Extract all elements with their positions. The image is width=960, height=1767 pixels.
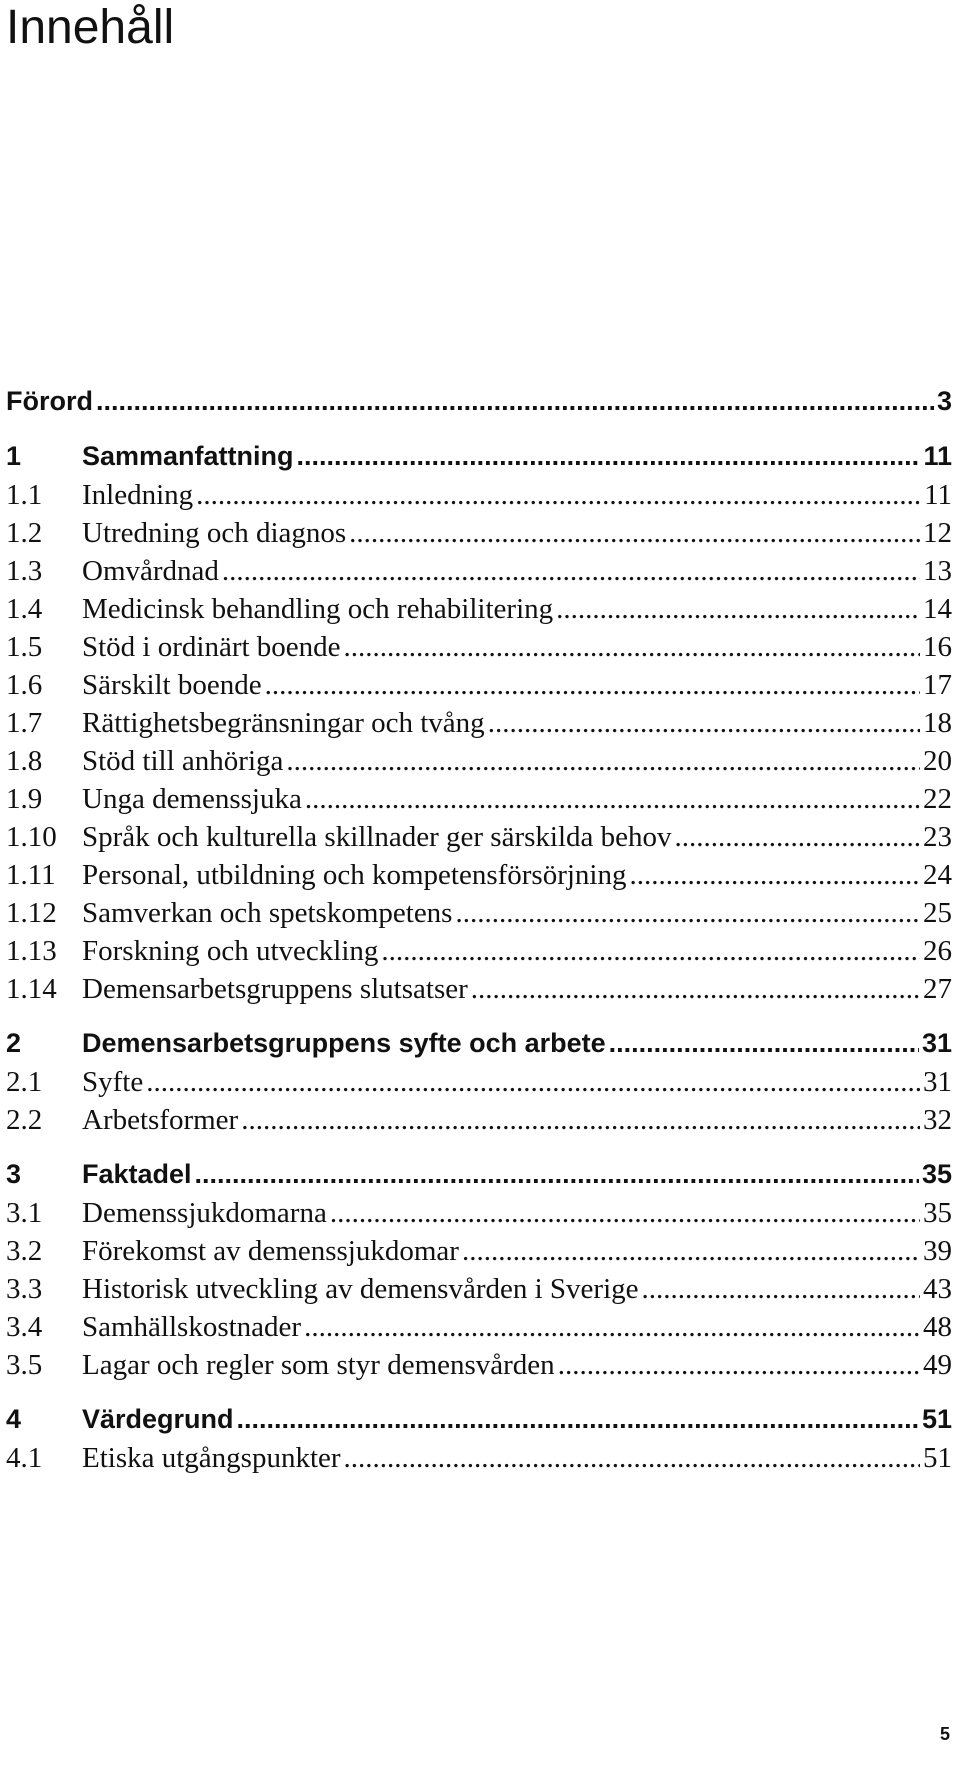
toc-entry-title: Förord	[6, 386, 93, 416]
toc-section-entry[interactable]	[6, 555, 960, 593]
toc-dot-leader	[455, 897, 920, 930]
toc-entry-number: 1.5	[6, 631, 43, 663]
toc-entry-title: Stöd till anhöriga	[82, 745, 284, 777]
toc-entry-title: Unga demenssjuka	[82, 783, 302, 815]
toc-dot-leader	[462, 1235, 920, 1268]
toc-entry-title: Syfte	[82, 1066, 144, 1098]
toc-entry-title: Lagar och regler som styr demensvården	[82, 1349, 555, 1381]
toc-dot-leader	[196, 479, 921, 512]
toc-entry-page: 11	[924, 479, 952, 511]
toc-section-entry[interactable]	[6, 1311, 960, 1349]
toc-entry-number: 1.11	[6, 859, 56, 891]
toc-entry-title: Arbetsformer	[82, 1104, 239, 1136]
toc-entry-page: 14	[923, 593, 952, 625]
toc-entry-page: 48	[923, 1311, 952, 1343]
toc-entry-number: 3.3	[6, 1273, 43, 1305]
toc-entry-page: 43	[923, 1273, 952, 1305]
toc-section-entry[interactable]	[6, 631, 960, 669]
toc-dot-leader	[330, 1197, 920, 1230]
toc-entry-page: 17	[923, 669, 952, 701]
toc-dot-leader	[304, 1311, 920, 1344]
toc-entry-title: Sammanfattning	[82, 441, 294, 471]
toc-section-entry[interactable]	[6, 1442, 960, 1480]
toc-entry-page: 22	[923, 783, 952, 815]
toc-dot-leader	[675, 821, 920, 854]
toc-dot-leader	[558, 1349, 920, 1382]
toc-entry-number: 1.1	[6, 479, 43, 511]
toc-entry-title: Demenssjukdomarna	[82, 1197, 327, 1229]
toc-entry-title: Omvårdnad	[82, 555, 219, 587]
toc-entry-title: Utredning och diagnos	[82, 517, 347, 549]
toc-entry-number: 1.2	[6, 517, 43, 549]
toc-entry-page: 35	[923, 1197, 952, 1229]
toc-section-entry[interactable]	[6, 973, 960, 1011]
toc-entry-number: 2.2	[6, 1104, 43, 1136]
toc-entry-page: 11	[923, 441, 952, 471]
toc-section-entry[interactable]	[6, 745, 960, 783]
toc-entry-title: Forskning och utveckling	[82, 935, 379, 967]
toc-entry-title: Stöd i ordinärt boende	[82, 631, 341, 663]
toc-entry-number: 3.2	[6, 1235, 43, 1267]
toc-chapter-entry[interactable]	[6, 1404, 960, 1442]
toc-dot-leader	[556, 593, 920, 626]
toc-dot-leader	[471, 973, 920, 1006]
toc-entry-page: 31	[923, 1066, 952, 1098]
toc-entry-page: 25	[923, 897, 952, 929]
toc-chapter-entry[interactable]	[6, 386, 960, 424]
toc-entry-page: 3	[936, 386, 952, 416]
toc-section-entry[interactable]	[6, 1235, 960, 1273]
toc-entry-page: 18	[923, 707, 952, 739]
toc-entry-number: 1.6	[6, 669, 43, 701]
toc-entry-page: 32	[923, 1104, 952, 1136]
toc-entry-title: Särskilt boende	[82, 669, 262, 701]
toc-entry-number: 1.12	[6, 897, 57, 929]
toc-dot-leader	[146, 1066, 920, 1099]
page-number: 5	[939, 1724, 950, 1744]
toc-entry-number: 1.10	[6, 821, 57, 853]
toc-chapter-entry[interactable]	[6, 441, 960, 479]
toc-entry-number: 3	[6, 1159, 22, 1189]
toc-section-entry[interactable]	[6, 479, 960, 517]
toc-dot-leader	[305, 783, 920, 816]
toc-entry-number: 1.7	[6, 707, 43, 739]
toc-entry-page: 49	[923, 1349, 952, 1381]
toc-chapter-entry[interactable]	[6, 1028, 960, 1066]
toc-entry-number: 2	[6, 1028, 22, 1058]
table-of-contents	[6, 386, 960, 1480]
toc-dot-leader	[241, 1104, 920, 1137]
toc-section-entry[interactable]	[6, 707, 960, 745]
toc-entry-title: Faktadel	[82, 1159, 192, 1189]
toc-dot-leader	[642, 1273, 920, 1306]
toc-dot-leader	[222, 555, 920, 588]
toc-entry-number: 3.5	[6, 1349, 43, 1381]
toc-entry-page: 24	[923, 859, 952, 891]
toc-section-entry[interactable]	[6, 783, 960, 821]
toc-entry-number: 1.14	[6, 973, 57, 1005]
toc-entry-title: Samhällskostnader	[82, 1311, 302, 1343]
toc-entry-page: 13	[923, 555, 952, 587]
toc-dot-leader	[297, 441, 921, 472]
toc-entry-title: Etiska utgångspunkter	[82, 1442, 341, 1474]
toc-entry-page: 20	[923, 745, 952, 777]
toc-entry-title: Samverkan och spetskompetens	[82, 897, 453, 929]
toc-dot-leader	[286, 745, 920, 778]
toc-entry-number: 1.3	[6, 555, 43, 587]
toc-entry-title: Medicinsk behandling och rehabilitering	[82, 593, 554, 625]
toc-entry-number: 4	[6, 1404, 22, 1434]
toc-dot-leader	[265, 669, 920, 702]
toc-section-entry[interactable]	[6, 859, 960, 897]
toc-entry-title: Demensarbetsgruppens slutsatser	[82, 973, 468, 1005]
toc-dot-leader	[609, 1028, 919, 1059]
toc-section-entry[interactable]	[6, 897, 960, 935]
toc-section-entry[interactable]	[6, 1273, 960, 1311]
toc-section-entry[interactable]	[6, 821, 960, 859]
toc-entry-number: 4.1	[6, 1442, 43, 1474]
toc-entry-page: 35	[921, 1159, 952, 1189]
page-title: Innehåll	[6, 1, 175, 54]
toc-entry-number: 1.13	[6, 935, 57, 967]
toc-entry-page: 31	[921, 1028, 952, 1058]
toc-dot-leader	[349, 517, 920, 550]
toc-dot-leader	[488, 707, 920, 740]
toc-section-entry[interactable]	[6, 1197, 960, 1235]
toc-entry-number: 1.9	[6, 783, 43, 815]
toc-entry-page: 39	[923, 1235, 952, 1267]
toc-dot-leader	[237, 1404, 919, 1435]
toc-section-entry[interactable]	[6, 593, 960, 631]
toc-entry-page: 16	[923, 631, 952, 663]
toc-section-entry[interactable]	[6, 1104, 960, 1142]
toc-entry-page: 12	[923, 517, 952, 549]
toc-dot-leader	[344, 631, 920, 664]
toc-section-entry[interactable]	[6, 517, 960, 555]
toc-entry-page: 51	[923, 1442, 952, 1474]
toc-entry-number: 3.4	[6, 1311, 43, 1343]
toc-section-entry[interactable]	[6, 935, 960, 973]
toc-entry-title: Historisk utveckling av demensvården i Sverige	[82, 1273, 639, 1305]
toc-dot-leader	[630, 859, 921, 892]
toc-dot-leader	[195, 1159, 919, 1190]
toc-entry-title: Rättighetsbegränsningar och tvång	[82, 707, 485, 739]
toc-entry-page: 26	[923, 935, 952, 967]
toc-entry-title: Språk och kulturella skillnader ger särskilda behov	[82, 821, 672, 853]
toc-section-entry[interactable]	[6, 1349, 960, 1387]
toc-dot-leader	[96, 386, 934, 417]
toc-chapter-entry[interactable]	[6, 1159, 960, 1197]
toc-entry-number: 1.8	[6, 745, 43, 777]
toc-dot-leader	[381, 935, 920, 968]
toc-entry-number: 1	[6, 441, 22, 471]
toc-entry-number: 1.4	[6, 593, 43, 625]
toc-entry-title: Förekomst av demenssjukdomar	[82, 1235, 459, 1267]
toc-entry-page: 23	[923, 821, 952, 853]
toc-entry-number: 2.1	[6, 1066, 43, 1098]
toc-entry-title: Personal, utbildning och kompetensförsörjning	[82, 859, 627, 891]
toc-section-entry[interactable]	[6, 669, 960, 707]
toc-entry-number: 3.1	[6, 1197, 43, 1229]
toc-section-entry[interactable]	[6, 1066, 960, 1104]
toc-entry-page: 51	[921, 1404, 952, 1434]
toc-entry-page: 27	[923, 973, 952, 1005]
toc-entry-title: Inledning	[82, 479, 194, 511]
toc-dot-leader	[344, 1442, 920, 1475]
toc-entry-title: Demensarbetsgruppens syfte och arbete	[82, 1028, 606, 1058]
toc-entry-title: Värdegrund	[82, 1404, 234, 1434]
